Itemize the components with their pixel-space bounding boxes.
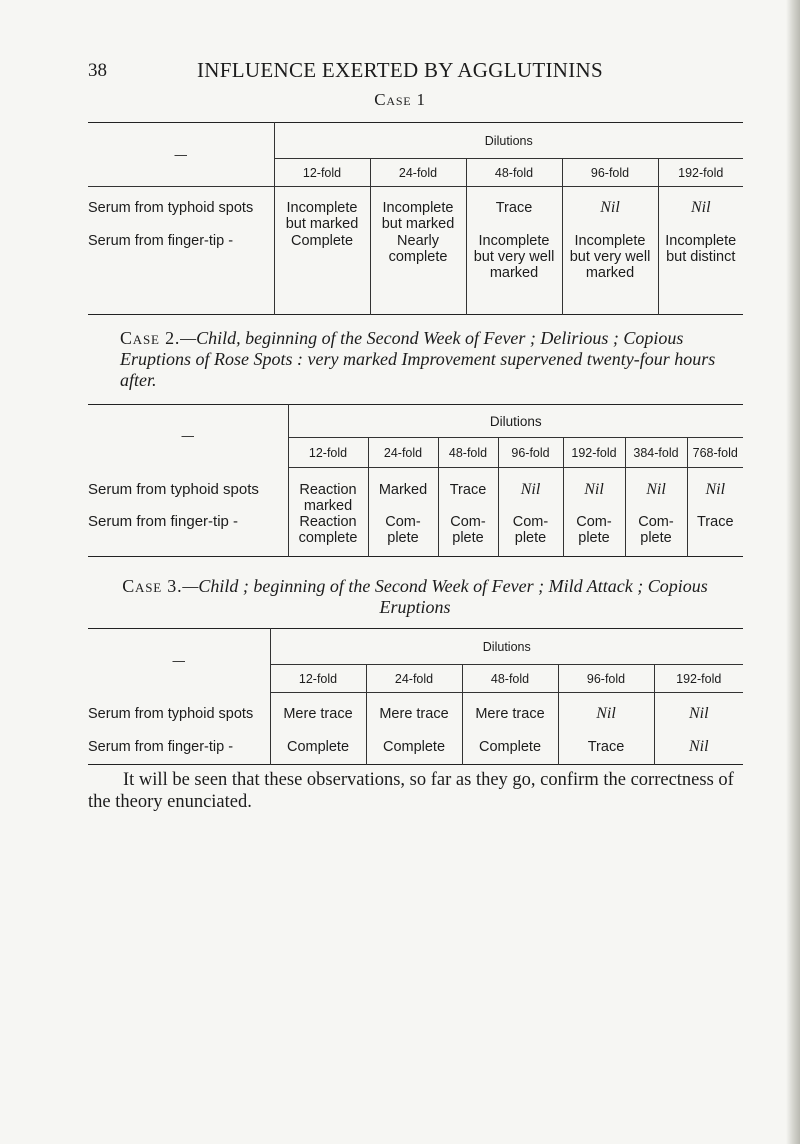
table-row	[88, 693, 743, 739]
case2-col-header: 384-fold	[625, 438, 687, 468]
case3-cell: Trace	[558, 739, 654, 765]
case2-caption	[120, 328, 720, 391]
case2-cell: Com- plete	[368, 514, 438, 556]
case2-description: —Child, beginning of the Second Week of Fever ; Delirious ; Copious Eruptions of Rose Spots : very marked Improvement supervened twenty-four hours after.	[120, 328, 716, 390]
table-row	[88, 514, 743, 556]
case2-row-label: Serum from typhoid spots	[88, 480, 259, 498]
case3-cell: Complete	[366, 739, 462, 765]
case3-col-header: 192-fold	[654, 665, 743, 693]
case3-cell: Nil	[558, 693, 654, 739]
case1-cell: Incomplete but marked	[274, 187, 370, 233]
page-edge-shadow	[786, 0, 800, 1144]
case2-cell: Reaction complete	[288, 514, 368, 556]
case1-col-header: 24-fold	[370, 159, 466, 187]
case2-cell: Com- plete	[625, 514, 687, 556]
case2-col-header: 24-fold	[368, 438, 438, 468]
case1-cell: Incomplete but very well marked	[466, 233, 562, 315]
case1-cell: Incomplete but distinct	[658, 233, 743, 315]
case1-cell: Nearly complete	[370, 233, 466, 315]
case1-col-header: 96-fold	[562, 159, 658, 187]
case2-cell: Marked	[368, 468, 438, 515]
case2-dilutions-header: Dilutions	[288, 405, 743, 438]
case2-stub: —	[181, 429, 194, 444]
case3-dilutions-header: Dilutions	[270, 629, 743, 665]
case1-row-label: Serum from finger-tip -	[88, 232, 234, 249]
case3-cell: Complete	[270, 739, 366, 765]
case3-row-label: Serum from finger-tip -	[88, 738, 234, 755]
case1-table	[88, 122, 743, 315]
case2-cell: Nil	[625, 468, 687, 515]
case1-row-label: Serum from typhoid spots	[88, 200, 254, 216]
case2-col-header: 192-fold	[563, 438, 625, 468]
case2-row-label: Serum from finger-tip -	[88, 513, 239, 530]
page-number: 38	[88, 60, 107, 81]
case2-cell: Trace	[687, 514, 743, 556]
case2-col-header: 48-fold	[438, 438, 498, 468]
case3-row-label: Serum from typhoid spots	[88, 705, 254, 722]
case2-cell: Com- plete	[498, 514, 563, 556]
case3-caption	[90, 576, 740, 618]
case1-stub: —	[174, 147, 187, 162]
case2-cell: Nil	[687, 468, 743, 515]
case2-cell: Nil	[498, 468, 563, 515]
case2-cell: Reaction marked	[288, 468, 368, 515]
case3-col-header: 48-fold	[462, 665, 558, 693]
case1-cell: Nil	[562, 187, 658, 233]
case1-dilutions-header: Dilutions	[274, 123, 743, 159]
table-row	[88, 739, 743, 765]
case3-cell: Mere trace	[366, 693, 462, 739]
case1-title-text: Case 1	[374, 90, 426, 109]
case3-description: —Child ; beginning of the Second Week of Fever ; Mild Attack ; Copious Eruptions	[182, 576, 708, 617]
case1-cell: Incomplete but marked	[370, 187, 466, 233]
case3-heading: Case 3.	[122, 576, 183, 596]
case3-col-header: 96-fold	[558, 665, 654, 693]
case2-cell: Trace	[438, 468, 498, 515]
table-row	[88, 468, 743, 515]
running-head: INFLUENCE EXERTED BY AGGLUTININS	[197, 58, 603, 82]
case3-cell: Complete	[462, 739, 558, 765]
case3-col-header: 24-fold	[366, 665, 462, 693]
case2-col-header: 768-fold	[687, 438, 743, 468]
case1-cell: Trace	[466, 187, 562, 233]
case2-cell: Nil	[563, 468, 625, 515]
case2-cell: Com- plete	[438, 514, 498, 556]
table-row	[88, 187, 743, 233]
case3-cell: Mere trace	[270, 693, 366, 739]
case3-cell: Mere trace	[462, 693, 558, 739]
case2-col-header: 96-fold	[498, 438, 563, 468]
case1-cell: Complete	[274, 233, 370, 315]
case1-title	[0, 90, 800, 110]
case1-cell: Incomplete but very well marked	[562, 233, 658, 315]
case3-table	[88, 628, 743, 765]
case2-cell: Com- plete	[563, 514, 625, 556]
case3-cell: Nil	[654, 693, 743, 739]
case1-col-header: 192-fold	[658, 159, 743, 187]
table-row	[88, 233, 743, 315]
case1-cell: Nil	[658, 187, 743, 233]
case3-col-header: 12-fold	[270, 665, 366, 693]
conclusion-paragraph: It will be seen that these observations, so far as they go, confirm the correctness of the theory enunciated.	[88, 770, 734, 812]
case1-col-header: 12-fold	[274, 159, 370, 187]
case2-col-header: 12-fold	[288, 438, 368, 468]
case2-heading: Case 2.	[120, 328, 181, 348]
case2-table	[88, 404, 743, 557]
case3-stub: —	[172, 653, 185, 668]
case1-col-header: 48-fold	[466, 159, 562, 187]
case3-cell: Nil	[654, 739, 743, 765]
